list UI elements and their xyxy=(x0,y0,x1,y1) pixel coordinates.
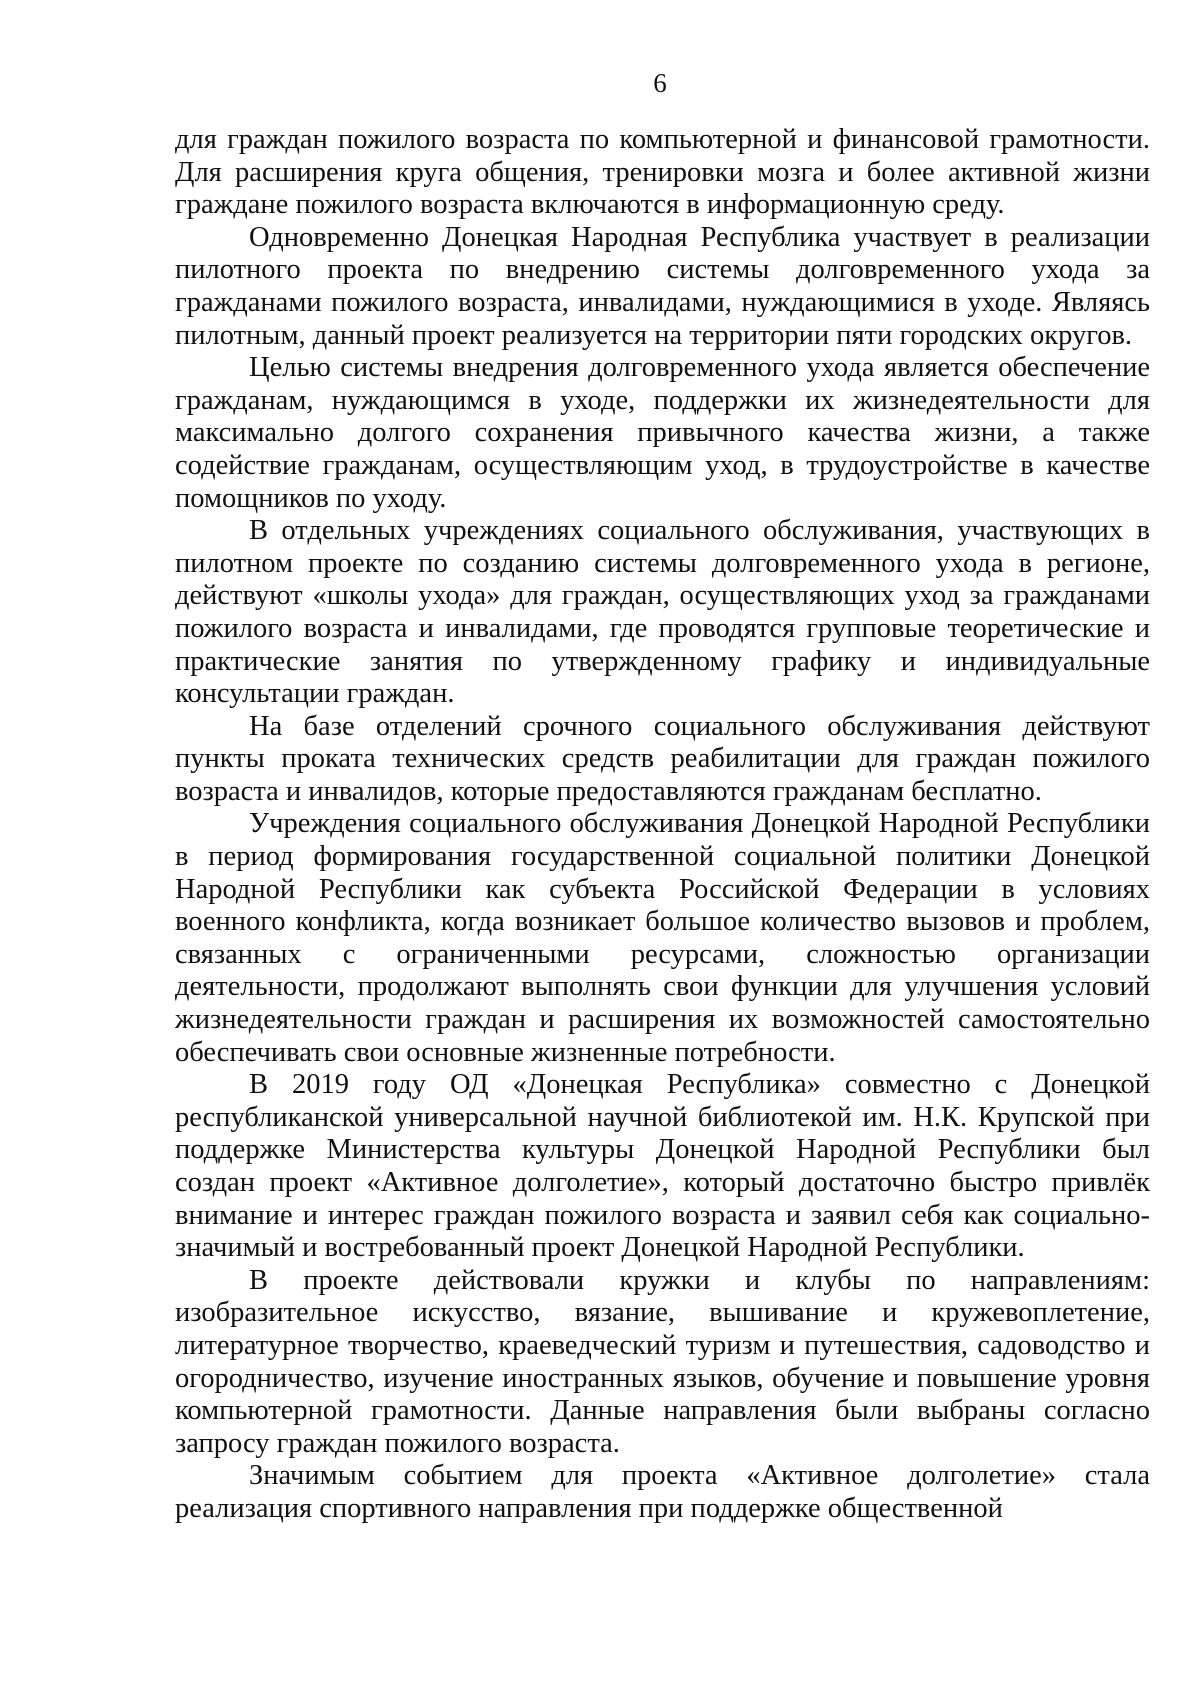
paragraph-pilot-project: Одновременно Донецкая Народная Республика участвует в реализации пилотного проекта по внедрению системы долговременного ухода за гражданами пожилого возраста, инвалидами, нуждающимися в уходе. Являясь пилотным, данный проект реализуется на территории пяти городских округов. xyxy=(175,221,1150,351)
paragraph-sports-direction: Значимым событием для проекта «Активное долголетие» стала реализация спортивного направления при поддержке общественной xyxy=(175,1460,1150,1524)
page-number: 6 xyxy=(653,68,667,98)
paragraph-continuation: для граждан пожилого возраста по компьютерной и финансовой грамотности. Для расширения круга общения, тренировки мозга и более активной жизни граждане пожилого возраста включаются в информационную среду. xyxy=(175,124,1150,221)
document-body xyxy=(175,124,1150,1526)
paragraph-care-schools: В отдельных учреждениях социального обслуживания, участвующих в пилотном проекте по созданию системы долговременного ухода в регионе, действуют «школы ухода» для граждан, осуществляющих уход за гражданами пожилого возраста и инвалидами, где проводятся групповые теоретические и практические занятия по утвержденному графику и индивидуальные консультации граждан. xyxy=(175,515,1150,710)
paragraph-long-term-care-goal: Целью системы внедрения долговременного ухода является обеспечение гражданам, нуждающимся в уходе, поддержки их жизнедеятельности для максимально долгого сохранения привычного качества жизни, а также содействие гражданам, осуществляющим уход, в трудоустройстве в качестве помощников по уходу. xyxy=(175,352,1150,514)
paragraph-rehab-rental: На базе отделений срочного социального обслуживания действуют пункты проката технических средств реабилитации для граждан пожилого возраста и инвалидов, которые предоставляются гражданам бесплатно. xyxy=(175,710,1150,807)
paragraph-active-longevity-2019: В 2019 году ОД «Донецкая Республика» совместно с Донецкой республиканской универсальной научной библиотекой им. Н.К. Крупской при поддержке Министерства культуры Донецкой Народной Республики был создан проект «Активное долголетие», который достаточно быстро привлёк внимание и интерес граждан пожилого возраста и заявил себя как социально-значимый и востребованный проект Донецкой Народной Республики. xyxy=(175,1069,1150,1264)
paragraph-social-institutions: Учреждения социального обслуживания Донецкой Народной Республики в период формирования государственной социальной политики Донецкой Народной Республики как субъекта Российской Федерации в условиях военного конфликта, когда возникает большое количество вызовов и проблем, связанных с ограниченными ресурсами, сложностью организации деятельности, продолжают выполнять свои функции для улучшения условий жизнедеятельности граждан и расширения их возможностей самостоятельно обеспечивать свои основные жизненные потребности. xyxy=(175,808,1150,1068)
paragraph-clubs-directions: В проекте действовали кружки и клубы по направлениям: изобразительное искусство, вязание, вышивание и кружевоплетение, литературное творчество, краеведческий туризм и путешествия, садоводство и огородничество, изучение иностранных языков, обучение и повышение уровня компьютерной грамотности. Данные направления были выбраны согласно запросу граждан пожилого возраста. xyxy=(175,1264,1150,1459)
